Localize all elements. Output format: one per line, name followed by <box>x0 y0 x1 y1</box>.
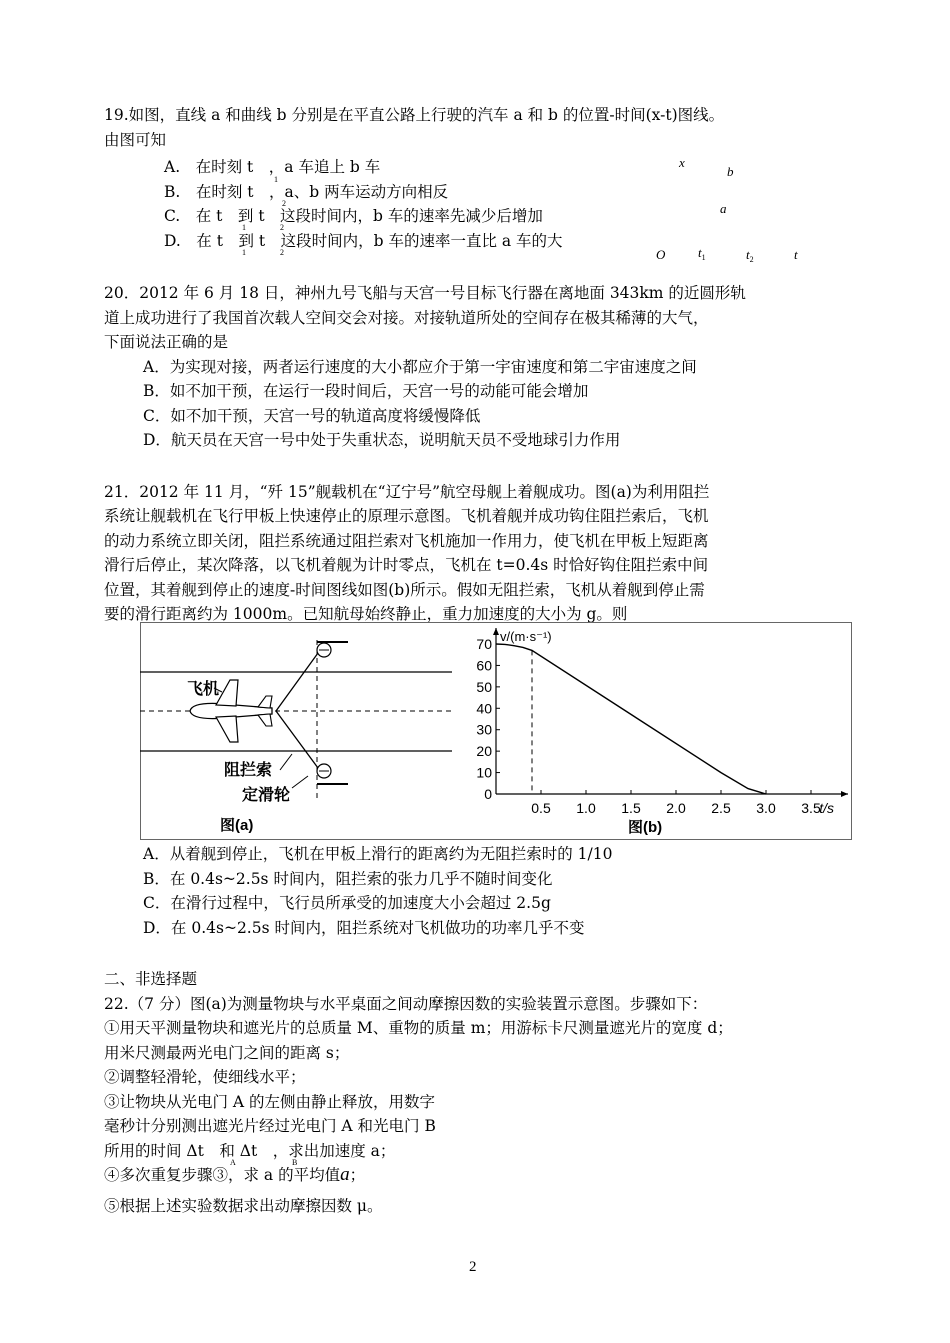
y-tick-label: 20 <box>476 743 492 760</box>
q21-stem-line-5: 位置，其着舰到停止的速度-时间图线如图(b)所示。假如无阻拦索，飞机从着舰到停止需 <box>104 581 705 599</box>
y-tick-label: 30 <box>476 721 492 738</box>
q19-option-a: A. 在时刻 t ，a 车追上 b 车 <box>164 158 381 176</box>
q21-stem-line-4: 滑行后停止，某次降落，以飞机着舰为计时零点，飞机在 t=0.4s 时恰好钩住阻拦索中间 <box>104 556 709 574</box>
figure-a-caption: 图(a) <box>220 817 254 834</box>
subscript: 1 <box>242 223 246 232</box>
section-title: 二、非选择题 <box>104 970 198 988</box>
q19-option-c: C. 在 t 到 t 这段时间内，b 车的速率先减少后增加 <box>164 207 543 225</box>
q22-line-1: 22.（7 分）图(a)为测量物块与水平桌面之间动摩擦因数的实验装置示意图。步骤如下： <box>104 995 708 1013</box>
q19-graph-t-label: t <box>794 247 798 262</box>
q21-option-d: D．在 0.4s~2.5s 时间内，阻拦系统对飞机做功的功率几乎不变 <box>143 919 585 937</box>
subscript: B <box>292 1158 298 1167</box>
x-axis-label: t/s <box>819 800 834 816</box>
q20-option-b: B．如不加干预，在运行一段时间后，天宫一号的动能可能会增加 <box>143 382 589 400</box>
y-axis-label: v/(m·s⁻¹) <box>500 629 552 644</box>
q19-option-b: B. 在时刻 t ，a、b 两车运动方向相反 <box>164 183 449 201</box>
q19-graph-t1-label: $t_1$ <box>698 245 706 262</box>
q19-graph-x-label: x <box>679 155 685 170</box>
x-tick-label: 2.5 <box>711 800 731 816</box>
q21-option-a: A．从着舰到停止，飞机在甲板上滑行的距离约为无阻拦索时的 1/10 <box>143 845 613 863</box>
x-tick-label: 2.0 <box>666 800 686 816</box>
x-tick-label: 3.5 <box>801 800 821 816</box>
y-tick-label: 60 <box>476 657 492 674</box>
q22-line-2: ①用天平测量物块和遮光片的总质量 M、重物的质量 m；用游标卡尺测量遮光片的宽度 d； <box>104 1019 733 1037</box>
q19-graph-t2-label: $t_2$ <box>746 247 754 264</box>
subscript: 2 <box>280 223 284 232</box>
q20-option-c: C．如不加干预，天宫一号的轨道高度将缓慢降低 <box>143 407 481 425</box>
q19-stem-line-1: 19.如图，直线 a 和曲线 b 分别是在平直公路上行驶的汽车 a 和 b 的位置-时间(x-t)图线。 <box>104 106 725 124</box>
subscript: 2 <box>280 248 284 257</box>
q20-stem-line-2: 道上成功进行了我国首次载人空间交会对接。对接轨道所处的空间存在极其稀薄的大气， <box>104 309 709 327</box>
q22-line-9: ⑤根据上述实验数据求出动摩擦因数 μ。 <box>104 1197 383 1215</box>
subscript: 1 <box>274 175 278 184</box>
q22-line-6: 毫秒计分别测出遮光片经过光电门 A 和光电门 B <box>104 1117 436 1135</box>
pulley-label: 定滑轮 <box>242 787 291 804</box>
q20-option-a: A．为实现对接，两者运行速度的大小都应介于第一宇宙速度和第二宇宙速度之间 <box>143 358 697 376</box>
q22-line-5: ③让物块从光电门 A 的左侧由静止释放，用数字 <box>104 1093 436 1111</box>
q21-stem-line-6: 要的滑行距离约为 1000m。已知航母始终静止，重力加速度的大小为 g。则 <box>104 605 628 623</box>
q20-option-d: D．航天员在天宫一号中处于失重状态，说明航天员不受地球引力作用 <box>143 431 621 449</box>
q21-stem-line-2: 系统让舰载机在飞行甲板上快速停止的原理示意图。飞机着舰并成功钩住阻拦索后，飞机 <box>104 507 709 525</box>
figure-b-caption: 图(b) <box>628 819 663 836</box>
y-tick-label: 70 <box>476 636 492 652</box>
subscript: 1 <box>242 248 246 257</box>
q22-line-4: ②调整轻滑轮，使细线水平； <box>104 1068 306 1086</box>
q19-stem-line-2: 由图可知 <box>104 131 167 149</box>
q19-graph-origin-label: O <box>656 247 666 262</box>
q22-line-7: 所用的时间 Δt 和 Δt ，求出加速度 a； <box>104 1142 396 1160</box>
q21-stem-line-3: 的动力系统立即关闭，阻拦系统通过阻拦索对飞机施加一作用力，使飞机在甲板上短距离 <box>104 532 709 550</box>
q21-stem-line-1: 21．2012 年 11 月，“歼 15”舰载机在“辽宁号”航空母舰上着舰成功。图(a)为利用阻拦 <box>104 483 710 501</box>
q21-figure <box>140 622 852 840</box>
q19-graph-b-label: b <box>727 164 734 179</box>
y-tick-label: 10 <box>476 764 492 781</box>
q20-stem-line-1: 20．2012 年 6 月 18 日，神州九号飞船与天宫一号目标飞行器在离地面 343km 的近圆形轨 <box>104 284 746 302</box>
x-tick-label: 0.5 <box>531 800 551 816</box>
q19-option-d: D. 在 t 到 t 这段时间内，b 车的速率一直比 a 车的大 <box>164 232 563 250</box>
subscript: 2 <box>282 199 286 208</box>
q19-graph-a-label: a <box>720 201 727 216</box>
x-tick-label: 3.0 <box>756 800 776 816</box>
subscript: A <box>230 1158 236 1167</box>
x-tick-label: 1.0 <box>576 800 596 816</box>
plane-label: 飞机 <box>187 681 220 698</box>
a-bar-symbol: a <box>340 1164 350 1185</box>
y-tick-label: 40 <box>476 700 492 717</box>
cable-label: 阻拦索 <box>224 762 273 779</box>
y-tick-label: 0 <box>484 786 492 802</box>
q21-option-b: B．在 0.4s~2.5s 时间内，阻拦索的张力几乎不随时间变化 <box>143 870 553 888</box>
y-tick-label: 50 <box>476 678 492 695</box>
q22-line-8: ④多次重复步骤③，求 a 的平均值a； <box>104 1164 366 1185</box>
q20-stem-line-3: 下面说法正确的是 <box>104 333 229 351</box>
page-number: 2 <box>469 1259 477 1275</box>
q22-line-3: 用米尺测最两光电门之间的距离 s； <box>104 1044 350 1062</box>
q21-option-c: C．在滑行过程中，飞行员所承受的加速度大小会超过 2.5g <box>143 894 551 912</box>
x-tick-label: 1.5 <box>621 800 641 816</box>
